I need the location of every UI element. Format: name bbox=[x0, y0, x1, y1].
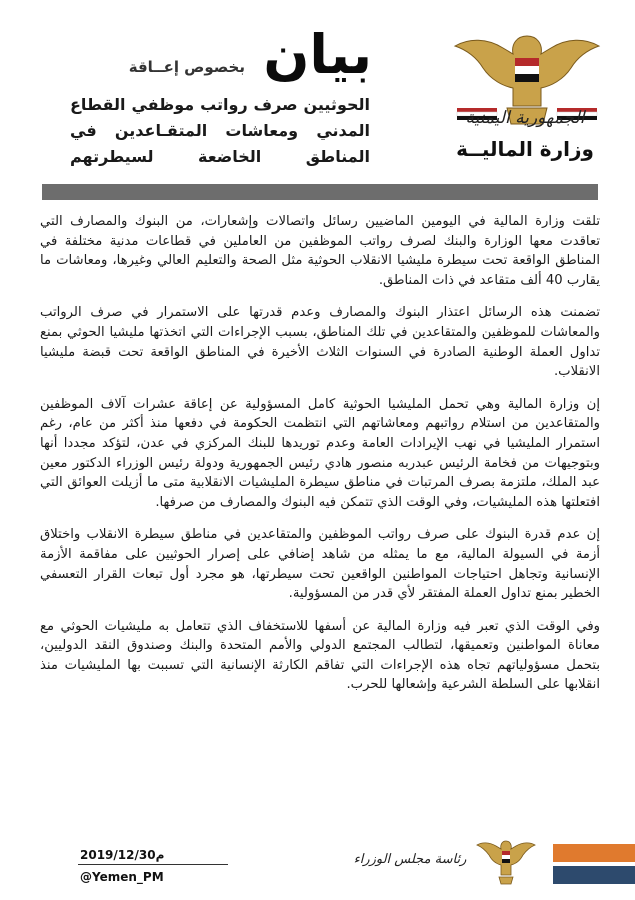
letterhead bbox=[0, 0, 635, 180]
statement-heading: بيان bbox=[263, 23, 372, 86]
paragraph-5: وفي الوقت الذي تعبر فيه وزارة المالية عن أسفها للاستخفاف الذي تتعامل به مليشيات الحوثي مع معاناة المواطنين وتعميقها، لتطالب المجتمع الدولي والأمم المتحدة والبنك وصندوق النقد الدوليين، بتحمل مسؤولياتهم تجاه هذه الإجراءات التي تفاقم الكارثة الإنسانية التي تسببت بها المليشيات منذ انقلابها على السلطة الشرعية وإشعالها للحرب. bbox=[40, 618, 600, 693]
statement-title-line-3: المناطق الخاضعة لسيطرتهم bbox=[70, 147, 370, 166]
orange-bar bbox=[553, 844, 635, 862]
ministry-name: وزارة الماليــة bbox=[456, 137, 594, 161]
footer bbox=[0, 832, 635, 900]
blue-bar bbox=[553, 866, 635, 884]
cabinet-signature: رئاسة مجلس الوزراء bbox=[353, 852, 467, 867]
paragraph-3: إن وزارة المالية وهي تحمل المليشيا الحوثية كامل المسؤولية عن إعاقة عشرات آلاف الموظفين والمتقاعدين من استلام رواتبهم ومعاشاتهم التي انتظمت الحكومة في دفعها منذ أكثر من عام، رغم استمرار المليشيا في نهب الإيرادات العامة وعدم توريدها للبنك المركزي في عدن، لتؤكد مجددا أنها وبتوجيهات من فخامة الرئيس عبدربه منصور هادي رئيس الجمهورية ودولة رئيس الوزراء الدكتور معين عبد الملك، ملتزمة بصرف المرتبات في مناطق سيطرة المليشيات الانقلابية متى ما أزيلت العوائق التي افتعلتها هذه المليشيات، وفي الوقت الذي تتمكن فيه البنوك والمصارف من صرفها. bbox=[40, 396, 600, 510]
statement-title-line-2: المدني ومعاشات المتقـاعدين في bbox=[70, 121, 370, 140]
footer-date: 2019/12/30م bbox=[80, 848, 165, 862]
paragraph-2: تضمنت هذه الرسائل اعتذار البنوك والمصارف وعدم قدرتها على الاستمرار في صرف الرواتب والمعاشات للموظفين والمتقاعدين في تلك المناطق، بسبب الإجراءات التي اتخذتها مليشيا الحوثي بمنع تداول العملة الوطنية الصادرة في السنوات الثلاث الأخيرة في المناطق الواقعة تحت قبضة مليشيا الانقلاب. bbox=[40, 305, 600, 380]
twitter-handle: @Yemen_PM bbox=[80, 870, 164, 884]
statement-topic: بخصوص إعــاقة bbox=[128, 58, 245, 76]
statement-title-line-1: الحوثيين صرف رواتب موظفي القطاع bbox=[70, 95, 370, 114]
header-divider bbox=[42, 184, 598, 200]
footer-color-bars bbox=[553, 844, 635, 884]
paragraph-4: إن عدم قدرة البنوك على صرف رواتب الموظفين والمتقاعدين في مناطق سيطرة الانقلاب واختلاق أزمة في السيولة المالية، مع ما يمثله من شاهد إضافي على إصرار الحوثيين على مفاقمة الأزمة الإنسانية وتجاهل احتياجات المواطنين الواقعين تحت سيطرتها، هو مجرد أول تبعات القرار التعسفي الخطير بمنع تداول العملة المفتقر لأي قدر من المسؤولية. bbox=[40, 527, 600, 602]
yemen-eagle-small-icon bbox=[475, 837, 537, 887]
statement-body bbox=[40, 212, 600, 708]
republic-name: الجمهورية اليمنية bbox=[465, 108, 585, 128]
paragraph-1: تلقت وزارة المالية في اليومين الماضيين رسائل واتصالات وإشعارات، من البنوك والمصارف التي تعاقدت معها الوزارة والبنك لصرف رواتب الموظفين من العاملين في قطاعات مدنية مختلفة في المناطق الواقعة تحت سيطرة مليشيا الانقلاب الحوثية مثل الصحة والتعليم العالي وغيرها، ومعاشات ما يقارب 40 ألف متقاعد في ذات المناطق. bbox=[40, 214, 600, 288]
footer-rule bbox=[78, 864, 228, 865]
